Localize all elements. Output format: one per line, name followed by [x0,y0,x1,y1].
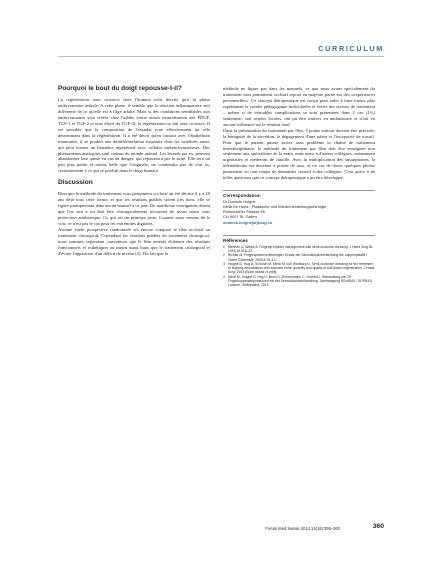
correspondence-email-link[interactable]: dominik.hoigne[at]kssg.ch [223,219,273,225]
correspondence-title: Correspondance: [223,193,262,199]
body-paragraph: Dans la présentation du traitement par film, 3 points surtout doivent être précisés: la bénignité de la sécrétion, le dégagement d'une odeur et l'incapacité de travail. Pour que le patient puisse suivre sans problème la chaîne de traitement interdisciplinaire, la méthode du traitement par film doit être enseignée non seulement aux spécialistes de la main, mais aussi à d'autres collègues, notamment urgentistes et médecins de famille. Avec la multiplication des smartphones, la télémédecine est devenue à portée de tous, et en cas de doute quelques photos permettent en tout temps de demander conseil à des collègues. C'est grâce à de telles questions que ce concept thérapeutique a pu être développé. [223,127,375,181]
references-rule [223,235,375,236]
reference-item: Meoli M, Hoigné D, Hug U, Bruni S, Zimmermann C, Grünert J. Behandlung von 29 Fingerkuppenamputationen mit der Semiokklusivbehandlung. Jahrestagung SGHAND / SGPRAS, Lucerne, Switzerland, 2012. [228,274,373,288]
references-list [223,245,375,288]
reference-item: Hoigné D, Hug U, Schürch M, Meoli M, von Wartburg U. Semi-occlusive dressing for the treatment of fingertip amputations with exposed bone: quantity and quality of soft-tissue regeneration. J Hand Surg. 2013 [Epub ahead of print]. [228,261,375,275]
section-tag: CURRICULUM [318,44,384,53]
left-column [58,86,210,257]
correspondence-box [223,190,375,224]
correspondence-street: Rorschacher Strasse 95 [223,209,265,215]
page-number: 360 [372,523,384,530]
body-paragraph: La régénération sans cicatrice chez l'homme n'est décrite qu'à la phase embryonnaire initiale. A cette phase, il semble que la réaction inflammatoire soit différente de ce qu'elle est à l'âge adulte. Mais si des conditions semblables aux embryonnaires sont créées chez l'adulte (entre autres neutralisation des PDGF, TGF-1 et TGF-2 et taux élevé du TGF-3), la régénération se fait sans cicatrice. Il est possible que la composition de l'exsudat joue effectivement un rôle déterminant dans la régénération. Il a été décrit qu'en contact avec l'épithélium traumatisé, il se produit une dédifférenciation tissulaire chez les vertébrés aussi, qui peut former un blastème régénératif avec cellules mésenchymateuses. Des phénomènes analogues sont connus du monde animal. Les lézards par ex. peuvent abandonner leur queue en cas de danger, qui repoussera par la suite. Elle sera un peu plus petite et moins belle que l'originale, ne contiendra pas de vrai os, contrairement à ce qui se produit dans le doigt humain. [58,96,210,174]
correspondence-city: CH-9007 St. Gallen [223,214,257,220]
page-footer [58,523,384,537]
journal-citation: Forum Med Suisse 2014;14(18):358–360 [265,526,340,531]
reference-item: Richter M. Fingerspitzenverletzungen: Ersatz der Semiokklusivbehandlung die Lappenplastik? Obere Extremität. 2009;4:19–12. [228,253,368,262]
article-heading: Pourquoi le bout du doigt repousse-t-il? [58,85,182,92]
references-title: Références [223,237,248,243]
body-paragraph: Bien que la méthode du traitement sous pansement occlusif ait été décrite il y a 20 ans déjà sous cette forme, et que les résultats publiés soient très bons, elle se figure pratiquement dans aucun manuel à ce jour. De nombreux enseignants disent que l'on suit à ou doit être chirurgicalement recouvert de tissus mous sous protection antibiotique. Ce qui est un principe juste. Comme nous venons de le voir, ce n'est pas le cas pour les extrémités digitales. [58,191,210,227]
correspondence-clinic: Klinik für Hand-, Plastische und Wiederherstellungschirurgie [223,204,327,210]
body-paragraph: méthode ne figure pas dans les manuels, ce que nous avons spécialement du traitement sous pansement occlusif repose en majeure partie sur des «expériences personnelles». Ce concept thérapeutique est conçu pour aider à faire mieux plus rapidement la courbe pédagogique individuelle et éviter des erreurs de traitement – même si de véritables complications se sont présentées dans 2 cas (1%) seulement, soit restées locales, ont pu être traitées en ambulatoire et n'ont eu aucune influence sur le résultat final. [223,86,375,127]
body-paragraph: Aucune étude prospective randomisée n'a encore comparé le film occlusif au traitement chirurgical. Cependant les résultats publiés du traitement chirurgical, nous sommes cependant convaincus que le film permet d'obtenir des résultats fonctionnels et esthétiques au moins aussi bons que le traitement chirurgical et d'éviter l'apparition d'un déficit de niveau [2]. Du fait que la [58,227,210,256]
header-rule [58,56,384,57]
correspondence-rule [223,190,375,191]
right-column [223,86,375,288]
correspondence-name: Dr Dominik Hoigné [223,199,256,205]
reference-item: Mennen U, Wiese A. Fingertip injuries management with semi-occlusive dressing. J Hand Surg Br. 1993;18:416–22. [228,244,374,253]
references-box [223,235,375,288]
discussion-heading: Discussion [58,179,93,187]
